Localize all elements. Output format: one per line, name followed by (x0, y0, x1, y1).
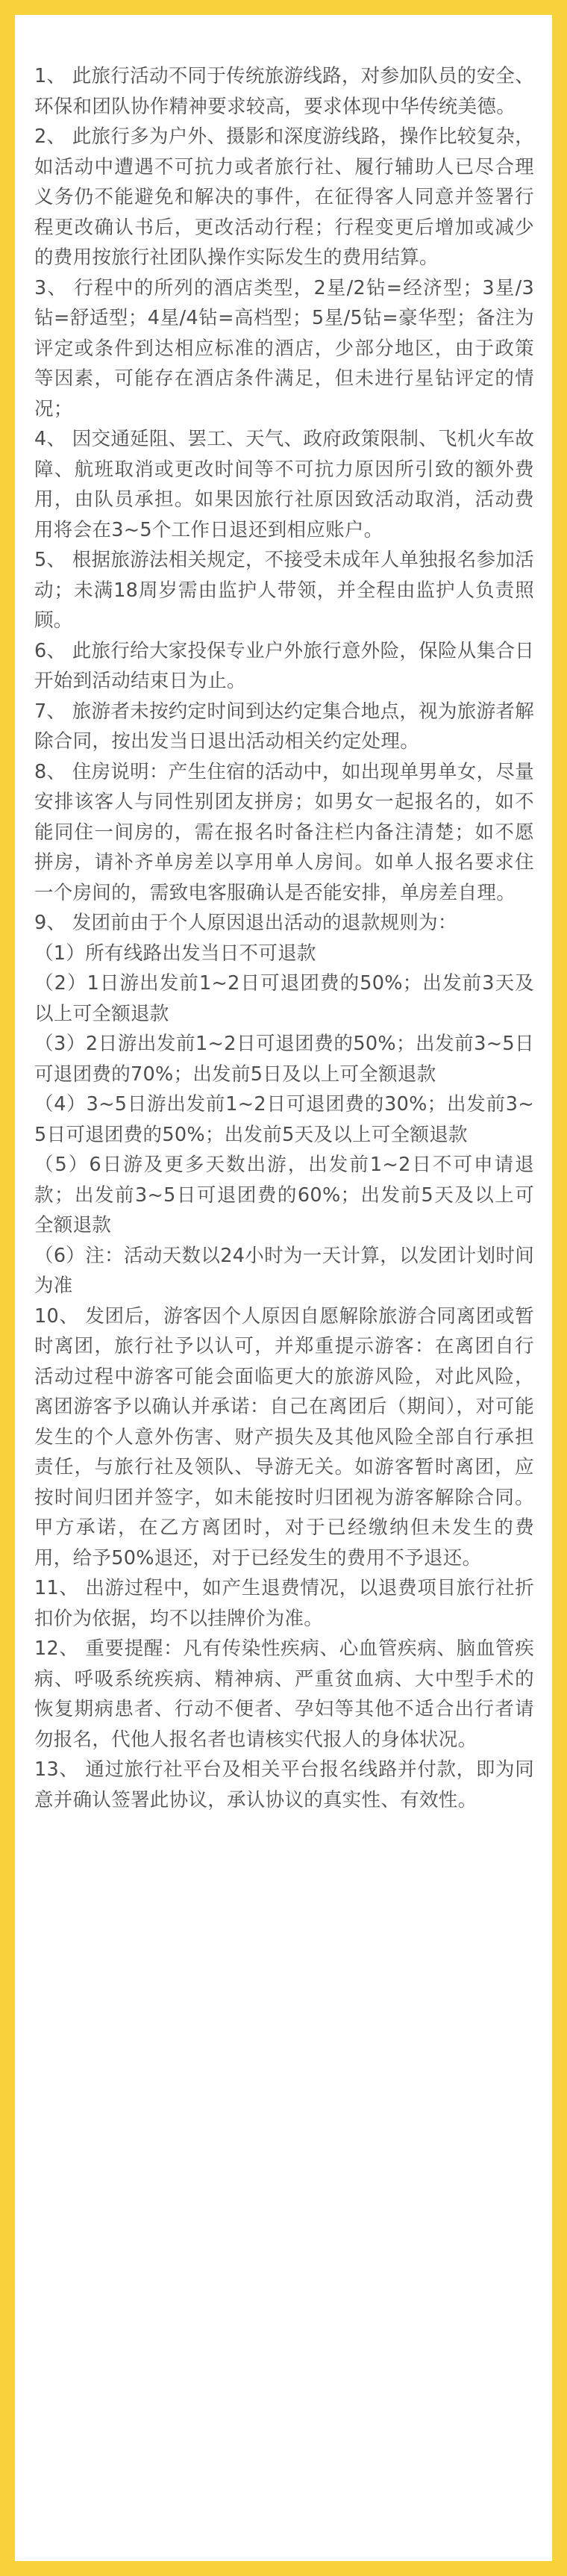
term-1: 1、 此旅行活动不同于传统旅游线路，对参加队员的安全、环保和团队协作精神要求较高，要求体现中华传统美德。 (34, 65, 534, 118)
refund-rule-5: （5）6日游及更多天数出游，出发前1~2日不可申请退款；出发前3~5日可退团费的60%；出发前5天及以上可全额退款 (34, 1154, 534, 1236)
terms-card (15, 15, 552, 2561)
term-9: 9、 发团前由于个人原因退出活动的退款规则为： (34, 912, 457, 934)
term-11: 11、 出游过程中，如产生退费情况，以退费项目旅行社折扣价为依据，均不以挂牌价为准。 (34, 1577, 534, 1630)
term-3: 3、 行程中的所列的酒店类型，2星/2钻=经济型；3星/3钻=舒适型；4星/4钻=高档型；5星/5钻=豪华型；备注为评定或条件到达相应标准的酒店，少部分地区，由于政策等因素，可能存在酒店条件满足，但未进行星钻评定的情况； (34, 276, 534, 420)
refund-rule-3: （3）2日游出发前1~2日可退团费的50%；出发前3~5日可退团费的70%；出发前5日及以上可全额退款 (34, 1033, 534, 1086)
term-6: 6、 此旅行给大家投保专业户外旅行意外险，保险从集合日开始到活动结束日为止。 (34, 639, 534, 692)
term-2: 2、 此旅行多为户外、摄影和深度游线路，操作比较复杂，如活动中遭遇不可抗力或者旅行社、履行辅助人已尽合理义务仍不能避免和解决的事件，在征得客人同意并签署行程更改确认书后，更改活动行程；行程变更后增加或减少的费用按旅行社团队操作实际发生的费用结算。 (34, 125, 534, 269)
term-7: 7、 旅游者未按约定时间到达约定集合地点，视为旅游者解除合同，按出发当日退出活动相关约定处理。 (34, 700, 534, 753)
refund-rule-4: （4）3~5日游出发前1~2日可退团费的30%；出发前3~5日可退团费的50%；出发前5天及以上可全额退款 (34, 1093, 534, 1146)
term-8: 8、 住房说明：产生住宿的活动中，如出现单男单女，尽量安排该客人与同性别团友拼房；如男女一起报名的，如不能同住一间房的，需在报名时备注栏内备注清楚；如不愿拼房，请补齐单房差以享用单人房间。如单人报名要求住一个房间的，需致电客服确认是否能安排，单房差自理。 (34, 760, 534, 904)
term-5: 5、 根据旅游法相关规定，不接受未成年人单独报名参加活动；未满18周岁需由监护人带领，并全程由监护人负责照顾。 (34, 549, 534, 632)
refund-rule-6: （6）注：活动天数以24小时为一天计算，以发团计划时间为准 (34, 1244, 534, 1297)
term-13: 13、 通过旅行社平台及相关平台报名线路并付款，即为同意并确认签署此协议，承认协议的真实性、有效性。 (34, 1758, 534, 1811)
refund-rule-2: （2）1日游出发前1~2日可退团费的50%；出发前3天及以上可全额退款 (34, 972, 534, 1025)
term-10: 10、 发团后，游客因个人原因自愿解除旅游合同离团或暂时离团，旅行社予以认可，并郑重提示游客：在离团自行活动过程中游客可能会面临更大的旅游风险，对此风险，离团游客予以确认并承诺：自己在离团后（期间），对可能发生的个人意外伤害、财产损失及其他风险全部自行承担责任，与旅行社及领队、导游无关。如游客暂时离团，应按时间归团并签字，如未能按时归团视为游客解除合同。甲方承诺，在乙方离团时，对于已经缴纳但未发生的费用，给予50%退还，对于已经发生的费用不予退还。 (34, 1304, 534, 1569)
refund-rule-1: （1）所有线路出发当日不可退款 (34, 942, 316, 965)
term-4: 4、 因交通延阻、罢工、天气、政府政策限制、飞机火车故障、航班取消或更改时间等不可抗力原因所引致的额外费用，由队员承担。如果因旅行社原因致活动取消，活动费用将会在3~5个工作日退还到相应账户。 (34, 428, 534, 541)
term-12: 12、 重要提醒：凡有传染性疾病、心血管疾病、脑血管疾病、呼吸系统疾病、精神病、严重贫血病、大中型手术的恢复期病患者、行动不便者、孕妇等其他不适合出行者请勿报名，代他人报名者也请核实代报人的身体状况。 (34, 1637, 534, 1751)
